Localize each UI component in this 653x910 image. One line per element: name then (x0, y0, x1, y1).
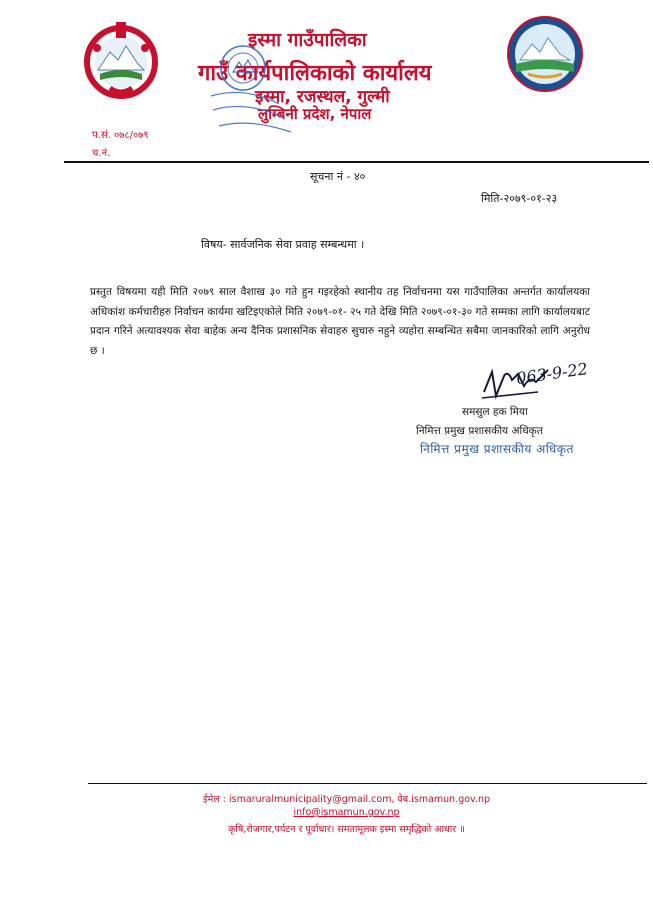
letter-subject: विषय- सार्वजनिक सेवा प्रवाह सम्बन्धमा । (201, 238, 365, 251)
officer-name: समसुल हक मिया (462, 406, 528, 418)
header-divider (64, 161, 649, 163)
officer-stamp: निमित्त प्रमुख प्रशासकीय अधिकृत (420, 442, 574, 456)
reference-number: प.सं. ०७८/०७९ (92, 130, 149, 141)
nepal-emblem-icon (80, 18, 162, 102)
email-label: ईमेल : (202, 794, 226, 805)
info-email-link[interactable]: info@ismamun.gov.np (293, 807, 400, 818)
office-address: इस्मा, रजस्थल, गुल्मी (255, 87, 390, 107)
office-name: गाउँ कार्यपालिकाको कार्यालय (198, 61, 432, 86)
dispatch-number: च.नं. (92, 148, 111, 159)
letter-date: मिति-२०७९-०१-२३ (481, 192, 558, 205)
footer-email2 (20, 807, 653, 818)
website-link[interactable]: ismamun.gov.np (411, 794, 491, 805)
office-stamp-icon (205, 38, 297, 138)
web-label: वेब. (397, 794, 412, 805)
footer-divider (88, 783, 647, 784)
footer-motto: कृषि,रोजगार,पर्यटन र पूर्वाधार। समतामूलक इस्मा समृद्धिको आधार ॥ (228, 824, 465, 835)
officer-title: निमित्त प्रमुख प्रशासकीय अधिकृत (416, 425, 543, 437)
email-address: ismaruralmunicipality@gmail.com, (229, 794, 395, 805)
province-country: लुम्बिनी प्रदेश, नेपाल (258, 105, 372, 123)
municipality-logo-icon (506, 14, 584, 94)
municipality-name: इस्मा गाउँपालिका (248, 29, 367, 51)
notice-number: सूचना नं - ४० (310, 170, 366, 183)
handwritten-date: 063-9-22 (515, 359, 589, 388)
letter-body: प्रस्तुत विषयमा यही मिति २०७९ साल वैशाख ३० गते हुन गइरहेको स्थानीय तह निर्वाचनमा यस गाउँपालिका अन्तर्गत कार्यालयका अधिकांश कर्मचारीहरु निर्वाचन कार्यमा खटिइएकोले मिति २०७९-०१- २५ गते देखि मिति २०७९-०१-३० गते सम्मका लागि कार्यालयबाट प्रदान गरिने अत्यावश्यक सेवा बाहेक अन्य दैनिक प्रशासनिक सेवाहरु सुचारु नहुने व्यहोरा सम्बन्धित सबैमा जानकारिको लागि अनुरोध छ । (90, 286, 590, 357)
footer-contact (20, 792, 653, 805)
